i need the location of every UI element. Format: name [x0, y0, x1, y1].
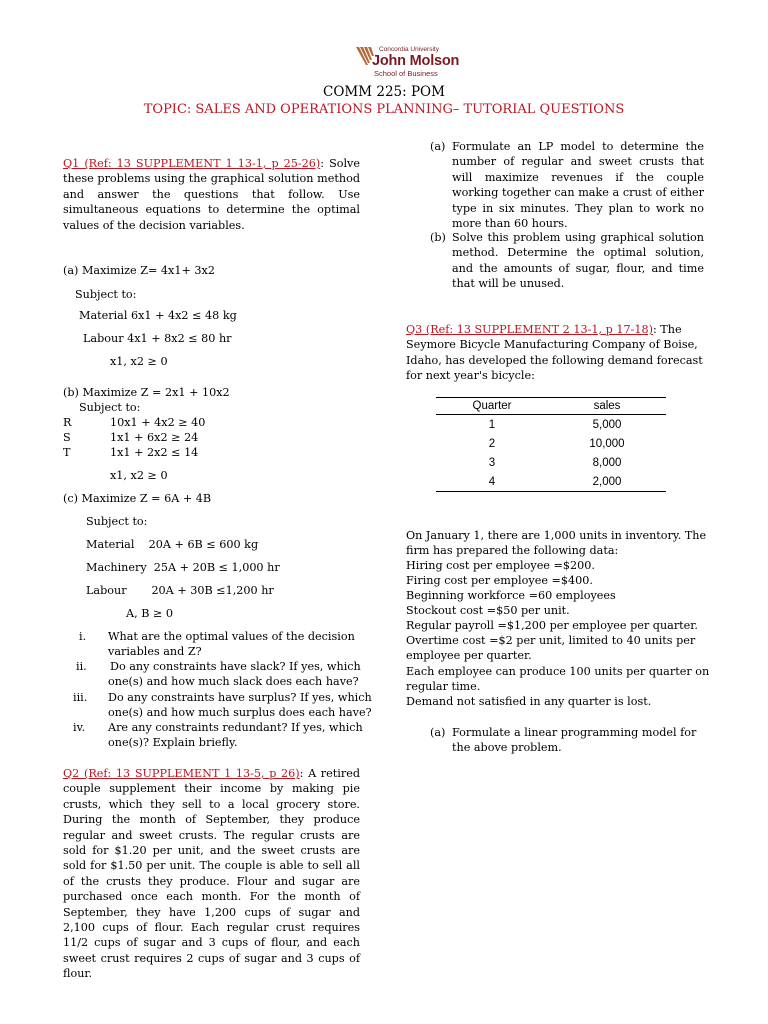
q3-data-line: Overtime cost =$2 per unit, limited to 40 units per [406, 634, 696, 647]
q2a-text: Formulate an LP model to determine the number of regular and sweet crusts that will maximize revenues if the couple working together can make a crust of either type in six minutes. They plan to work no more than 60 hours. [452, 140, 704, 231]
table-row [436, 415, 666, 435]
table-cell-sales: 8,000 [592, 456, 622, 469]
q1-intro-text: : Solve these problems using the graphical solution method and answer the questions that follow. Use simultaneous equations to determine the optimal values of the decision variables. [63, 157, 360, 232]
q1-question-num: iv. [73, 721, 86, 734]
q1-question-num: iii. [73, 691, 88, 704]
q1-question-line: Do any constraints have surplus? If yes, which [108, 691, 372, 704]
table-cell-quarter: 2 [488, 437, 496, 450]
q3-data-line: Beginning workforce =60 employees [406, 589, 616, 602]
q3a-line: the above problem. [452, 741, 562, 754]
table-header-quarter: Quarter [436, 398, 548, 415]
q1a-constraint-2: Labour 4x1 + 8x2 ≤ 80 hr [83, 332, 232, 345]
table-cell-sales: 5,000 [592, 418, 622, 431]
table-cell-quarter: 1 [488, 418, 496, 431]
q1a-objective: (a) Maximize Z= 4x1+ 3x2 [63, 264, 215, 277]
q1b-constraint-t: 1x1 + 2x2 ≤ 14 [110, 446, 199, 459]
q3-data-line: Each employee can produce 100 units per quarter on [406, 665, 710, 678]
q1c-nonnegativity: A, B ≥ 0 [126, 607, 174, 620]
q1b-constraint-r: 10x1 + 4x2 ≥ 40 [110, 416, 206, 429]
q3-data-line: Demand not satisfied in any quarter is lost. [406, 695, 652, 708]
course-title: COMM 225: POM [323, 84, 445, 100]
q1-question-line: one(s) and how much slack does each have? [108, 675, 359, 688]
q1b-label-t: T [63, 446, 71, 459]
q1-question-line: one(s) and how much surplus does each have? [108, 706, 372, 719]
q1c-constraint-3: Labour 20A + 30B ≤1,200 hr [86, 584, 274, 597]
q3-data-line: Firing cost per employee =$400. [406, 574, 593, 587]
table-cell-sales: 10,000 [589, 437, 625, 450]
q3-data-line: regular time. [406, 680, 481, 693]
q2b-text: Solve this problem using graphical solution method. Determine the optimal solution, and the amounts of sugar, flour, and time that will be unused. [452, 231, 704, 291]
q2-body: : A retired couple supplement their income by making pie crusts, which they sell to a local grocery store. During the month of September, they produce regular and sweet crusts. The regular crusts are sold for $1.20 per unit, and the sweet crusts are sold for $1.50 per unit. The couple is able to sell all of the crusts they produce. Flour and sugar are purchased once each month. For the month of September, they have 1,200 cups of sugar and 2,100 cups of flour. Each regular crust requires 11/2 cups of sugar and 3 cups of flour, and each sweet crust requires 2 cups of sugar and 3 cups of flour. [63, 767, 360, 981]
q1a-nonnegativity: x1, x2 ≥ 0 [110, 355, 168, 368]
logo-school-name: John Molson [372, 53, 460, 69]
table-row [436, 472, 666, 492]
logo-university: Concordia University [379, 46, 439, 53]
logo-school-sub: School of Business [374, 69, 438, 78]
q1b-subject-to: Subject to: [79, 401, 141, 414]
q3-data-line: Hiring cost per employee =$200. [406, 559, 595, 572]
table-row [436, 453, 666, 472]
table-header-sales: sales [548, 398, 666, 415]
q3a-line: Formulate a linear programming model for [452, 726, 697, 739]
logo [372, 46, 472, 78]
q3a-label: (a) [430, 726, 446, 739]
q1-question-num: ii. [76, 660, 87, 673]
table-cell-sales: 2,000 [548, 472, 666, 492]
q1-question-line: What are the optimal values of the decision [108, 630, 355, 643]
q1-question-line: Are any constraints redundant? If yes, which [108, 721, 363, 734]
q1c-subject-to: Subject to: [86, 515, 148, 528]
q1c-objective: (c) Maximize Z = 6A + 4B [63, 492, 212, 505]
q1-question-num: i. [79, 630, 87, 643]
q1b-label-r: R [63, 416, 72, 429]
q1b-objective: (b) Maximize Z = 2x1 + 10x2 [63, 386, 230, 399]
q1-question-line: Do any constraints have slack? If yes, which [110, 660, 361, 673]
table-row [436, 434, 666, 453]
topic-title: TOPIC: SALES AND OPERATIONS PLANNING– TUTORIAL QUESTIONS [143, 102, 625, 117]
q1c-constraint-2: Machinery 25A + 20B ≤ 1,000 hr [86, 561, 280, 574]
q3-data-line: employee per quarter. [406, 649, 532, 662]
q3-data-line: Stockout cost =$50 per unit. [406, 604, 570, 617]
q1a-subject-to: Subject to: [75, 288, 137, 301]
q3-intro-text: : The Seymore Bicycle Manufacturing Company of Boise, Idaho, has developed the following demand forecast for next year's bicycle: [406, 323, 703, 383]
q2-ref: Q2 (Ref: 13 SUPPLEMENT 1 13-5, p 26) [63, 767, 300, 780]
q1b-constraint-s: 1x1 + 6x2 ≥ 24 [110, 431, 199, 444]
q3-ref: Q3 (Ref: 13 SUPPLEMENT 2 13-1, p 17-18) [406, 323, 653, 336]
q1-intro [63, 156, 360, 233]
q1-question-line: one(s)? Explain briefly. [108, 736, 238, 749]
q1b-nonnegativity: x1, x2 ≥ 0 [110, 469, 168, 482]
table-cell-quarter: 3 [488, 456, 496, 469]
q1-ref: Q1 (Ref: 13 SUPPLEMENT 1 13-1, p 25-26) [63, 157, 321, 170]
q1b-label-s: S [63, 431, 71, 444]
q2b-label: (b) [430, 231, 446, 244]
q1-question-line: variables and Z? [108, 645, 202, 658]
q2a-label: (a) [430, 140, 446, 153]
q3-data-line: On January 1, there are 1,000 units in inventory. The [406, 529, 707, 542]
q1a-constraint-1: Material 6x1 + 4x2 ≤ 48 kg [79, 309, 237, 322]
q3-data-line: Regular payroll =$1,200 per employee per quarter. [406, 619, 698, 632]
q3-intro [406, 322, 706, 384]
q1c-constraint-1: Material 20A + 6B ≤ 600 kg [86, 538, 259, 551]
table-cell-quarter: 4 [436, 472, 548, 492]
demand-table [436, 397, 666, 492]
q2-text [63, 766, 360, 982]
q3-data-line: firm has prepared the following data: [406, 544, 619, 557]
